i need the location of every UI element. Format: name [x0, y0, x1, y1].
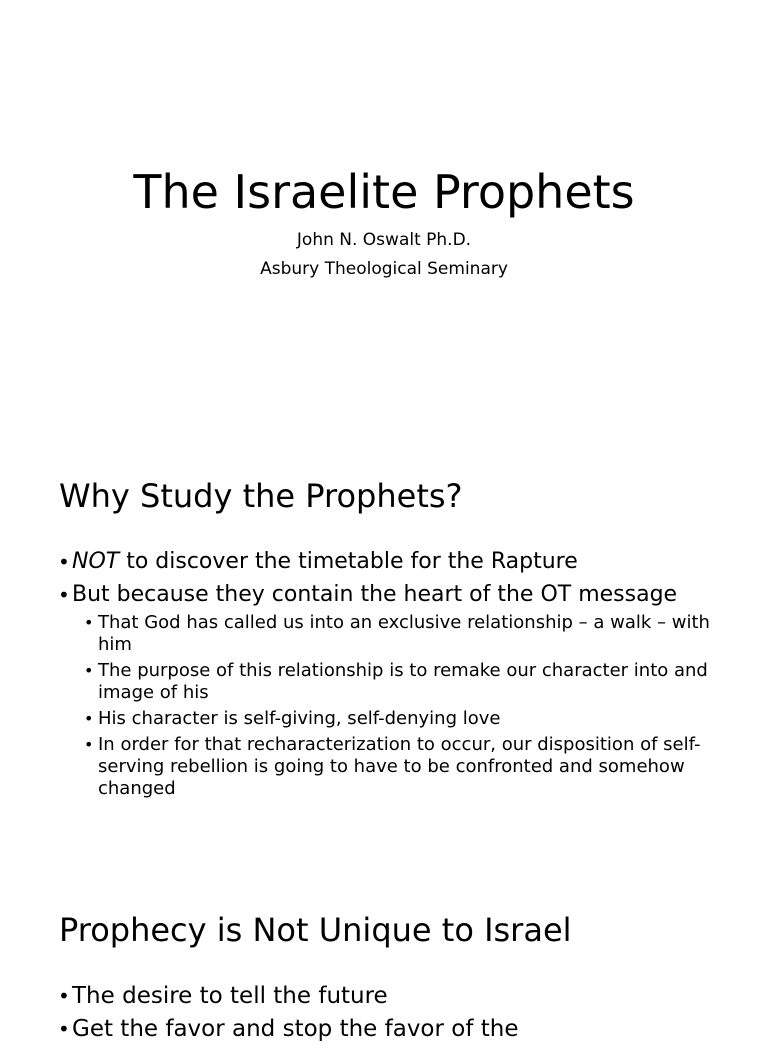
- sub-bullet-text: The purpose of this relationship is to remake our character into and image of his: [98, 660, 708, 703]
- bullet-text: But because they contain the heart of the OT message: [72, 582, 678, 607]
- bullet-dot: •: [58, 550, 70, 574]
- bullet-dot: •: [84, 709, 94, 728]
- bullet-emphasis: NOT: [72, 549, 120, 574]
- sub-bullet-text: That God has called us into an exclusive relationship – a walk – with him: [98, 612, 710, 655]
- bullet-text: Get the favor and stop the favor of the: [72, 1016, 519, 1042]
- institution-name: Asbury Theological Seminary: [260, 259, 508, 279]
- bullet-dot: •: [58, 1017, 70, 1041]
- author-name: John N. Oswalt Ph.D.: [296, 230, 472, 250]
- bullet-dot: •: [84, 613, 94, 632]
- presentation-title: The Israelite Prophets: [133, 165, 635, 219]
- sub-bullet-text: In order for that recharacterization to occur, our disposition of self-serving rebellion is going to have to be confronted and somehow changed: [98, 734, 701, 799]
- bullet-text: The desire to tell the future: [72, 983, 388, 1009]
- bullet-text: to discover the timetable for the Rapture: [119, 549, 578, 574]
- bullet-list: [58, 983, 718, 1049]
- bullet-dot: •: [58, 984, 70, 1008]
- bullet-dot: •: [58, 583, 70, 607]
- sub-bullet-text: His character is self-giving, self-denying love: [98, 708, 501, 729]
- bullet-item: [58, 983, 718, 1009]
- bullet-dot: •: [84, 661, 94, 680]
- slide-heading: Why Study the Prophets?: [59, 477, 463, 515]
- bullet-dot: •: [84, 735, 94, 754]
- slide-heading: Prophecy is Not Unique to Israel: [59, 911, 572, 949]
- bullet-item: [58, 1016, 718, 1042]
